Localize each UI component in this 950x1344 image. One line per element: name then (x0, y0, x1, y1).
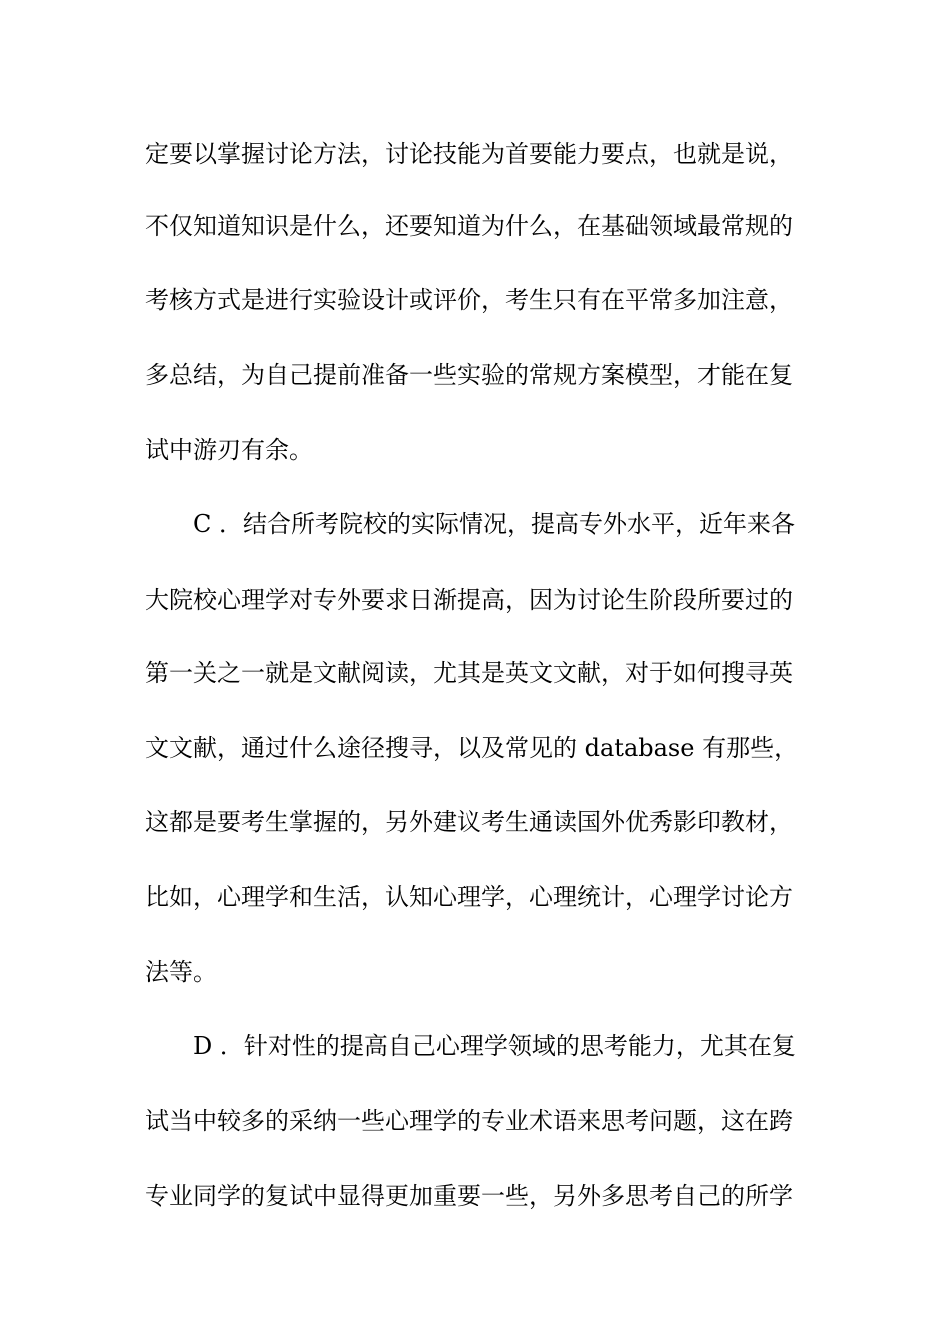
paragraph-c-line-6: 比如，心理学和生活，认知心理学，心理统计，心理学讨论方 (145, 883, 793, 911)
paragraph-c-line-3: 第一关之一就是文献阅读，尤其是英文文献，对于如何搜寻英 (145, 659, 793, 687)
paragraph-d-line-2: 试当中较多的采纳一些心理学的专业术语来思考问题，这在跨 (145, 1107, 793, 1135)
paragraph-c-line-1: C ．结合所考院校的实际情况，提高专外水平，近年来各 (193, 510, 795, 538)
paragraph-c-line-7: 法等。 (145, 958, 217, 986)
paragraph-c-line-2: 大院校心理学对专外要求日渐提高，因为讨论生阶段所要过的 (145, 586, 793, 614)
paragraph-c-line-4: 文文献，通过什么途径搜寻，以及常见的 database 有那些， (145, 734, 799, 762)
paragraph-c-line-5: 这都是要考生掌握的，另外建议考生通读国外优秀影印教材， (145, 808, 793, 836)
paragraph-continuation-line-5: 试中游刃有余。 (145, 436, 313, 464)
paragraph-continuation-line-3: 考核方式是进行实验设计或评价，考生只有在平常多加注意， (145, 286, 793, 314)
paragraph-d-line-1: D ．针对性的提高自己心理学领域的思考能力，尤其在复 (193, 1032, 796, 1060)
paragraph-d-line-3: 专业同学的复试中显得更加重要一些，另外多思考自己的所学 (145, 1182, 793, 1210)
paragraph-continuation-line-2: 不仅知道知识是什么，还要知道为什么，在基础领域最常规的 (145, 212, 793, 240)
paragraph-continuation-line-4: 多总结，为自己提前准备一些实验的常规方案模型，才能在复 (145, 361, 793, 389)
paragraph-continuation-line-1: 定要以掌握讨论方法，讨论技能为首要能力要点，也就是说， (145, 140, 793, 168)
